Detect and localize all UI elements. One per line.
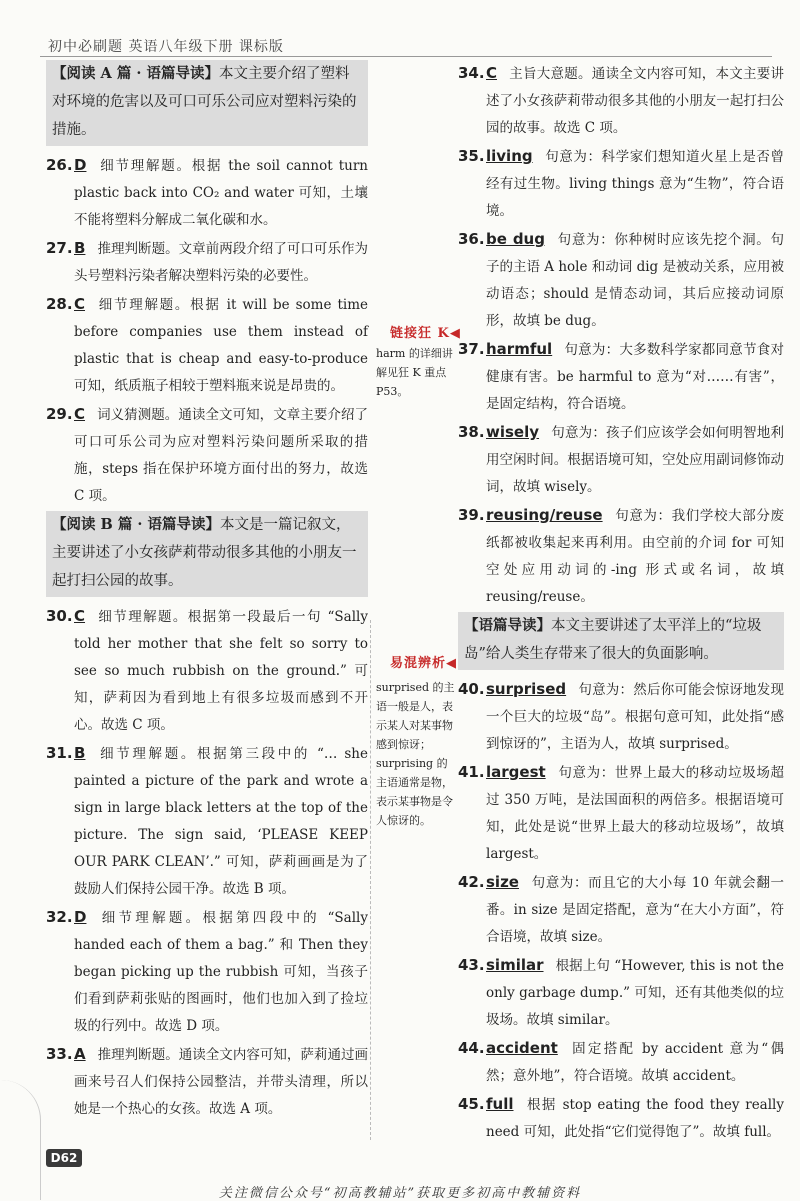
answer-item-29 [46, 401, 368, 510]
answer-item-33 [46, 1041, 368, 1123]
item-number: 40. [458, 680, 485, 698]
item-explanation: 根据 stop eating the food they really need 可知，此处指“它们觉得饱了”。故填 full。 [486, 1097, 784, 1140]
answer-item-32 [46, 904, 368, 1040]
answer-item-36 [458, 226, 784, 335]
item-number: 38. [458, 423, 485, 441]
answer-item-39 [458, 502, 784, 611]
item-answer: harmful [486, 340, 553, 358]
item-explanation: 细节理解题。根据第一段最后一句 “Sally told her mother that she felt so sorry to see so much rubbish on the ground.” 可知，萨莉因为看到地上有很多垃圾而感到不开心。故选 C 项。 [74, 609, 368, 733]
item-number: 26. [46, 156, 73, 174]
item-number: 27. [46, 239, 73, 257]
answer-item-27 [46, 235, 368, 290]
page-header: 初中必刷题 英语八年级下册 课标版 [48, 39, 284, 55]
margin-note-confusion-tag-text: 易混辨析 [390, 656, 447, 671]
margin-note-link-text: harm 的详细讲解见狂 K 重点 P53。 [376, 347, 453, 398]
arrow-icon: ◀ [449, 326, 461, 341]
item-number: 44. [458, 1039, 485, 1057]
reading-b-intro-text: 本文是一篇记叙文，主要讲述了小女孩萨莉带动很多其他的小朋友一起打扫公园的故事。 [52, 517, 357, 589]
answer-item-28 [46, 291, 368, 400]
item-explanation: 细节理解题。根据第四段中的 “Sally handed each of them a bag.” 和 Then they began picking up the rubbish 可知，当孩子们看到萨莉张贴的图画时，他们也加入到了捡垃圾的行列中。故选 D 项。 [74, 910, 368, 1034]
item-explanation: 句意为：你种树时应该先挖个洞。句子的主语 A hole 和动词 dig 是被动关系，应用被动语态；should 是情态动词，其后应接动词原形，故填 be dug。 [486, 232, 784, 329]
item-explanation: 句意为：我们学校大部分废纸都被收集起来再利用。由空前的介词 for 可知空处应用动词的-ing 形式或名词，故填 reusing/reuse。 [486, 508, 784, 605]
arrow-icon: ◀ [446, 656, 458, 671]
reading-a-intro-tag: 【阅读 A 篇 · 语篇导读】 [52, 65, 219, 82]
passage-intro-tag: 【语篇导读】 [464, 617, 551, 634]
answer-item-41 [458, 759, 784, 868]
item-number: 33. [46, 1045, 73, 1063]
item-answer: C [74, 295, 86, 313]
item-number: 41. [458, 763, 485, 781]
answer-item-26 [46, 152, 368, 234]
item-number: 34. [458, 64, 485, 82]
answer-item-38 [458, 419, 784, 501]
item-explanation: 词义猜测题。通读全文可知，文章主要介绍了可口可乐公司为应对塑料污染问题所采取的措施，steps 指在保护环境方面付出的努力，故选 C 项。 [74, 407, 368, 504]
item-answer: full [486, 1095, 514, 1113]
item-explanation: 句意为：然后你可能会惊讶地发现一个巨大的垃圾“岛”。根据句意可知，此处指“感到惊讶的”，主语为人，故填 surprised。 [486, 682, 784, 752]
item-explanation: 句意为：科学家们想知道火星上是否曾经有过生物。living things 意为“生物”，符合语境。 [486, 149, 784, 219]
item-answer: B [74, 239, 86, 257]
item-answer: be dug [486, 230, 545, 248]
item-number: 29. [46, 405, 73, 423]
answer-item-43 [458, 952, 784, 1034]
answer-item-42 [458, 869, 784, 951]
reading-a-intro [46, 60, 368, 146]
item-explanation: 细节理解题。根据 the soil cannot turn plastic back into CO₂ and water 可知，土壤不能将塑料分解成二氧化碳和水。 [74, 158, 368, 228]
answer-item-31 [46, 740, 368, 903]
item-answer: D [74, 908, 87, 926]
item-explanation: 句意为：而且它的大小每 10 年就会翻一番。in size 是固定搭配，意为“在大小方面”，符合语境，故填 size。 [486, 875, 784, 945]
item-answer: C [74, 405, 86, 423]
item-explanation: 推理判断题。文章前两段介绍了可口可乐作为头号塑料污染者解决塑料污染的必要性。 [74, 241, 368, 284]
right-column [458, 60, 784, 1147]
item-explanation: 句意为：世界上最大的移动垃圾场超过 350 万吨，是法国面积的两倍多。根据语境可知，此处是说“世界上最大的移动垃圾场”，故填 largest。 [486, 765, 784, 862]
item-number: 28. [46, 295, 73, 313]
item-answer: accident [486, 1039, 558, 1057]
item-explanation: 细节理解题。根据第三段中的 “… she painted a picture of the park and wrote a sign in large black letters at the top of the picture. The sign said, ‘PLEASE KEEP OUR PARK CLEAN’.” 可知，萨莉画画是为了鼓励人们保持公园干净。故选 B 项。 [74, 746, 368, 897]
item-answer: similar [486, 956, 544, 974]
answer-item-30 [46, 603, 368, 739]
item-answer: wisely [486, 423, 540, 441]
item-number: 31. [46, 744, 73, 762]
answer-item-37 [458, 336, 784, 418]
answer-item-34 [458, 60, 784, 142]
item-answer: reusing/reuse [486, 506, 603, 524]
margin-note-confusion-tag [390, 652, 457, 671]
answer-item-40 [458, 676, 784, 758]
item-explanation: 句意为：孩子们应该学会如何明智地利用空闲时间。根据语境可知，空处应用副词修饰动词，故填 wisely。 [486, 425, 784, 495]
margin-note-link-tag [390, 322, 461, 341]
item-explanation: 主旨大意题。通读全文内容可知，本文主要讲述了小女孩萨莉带动很多其他的小朋友一起打扫公园的故事。故选 C 项。 [486, 66, 784, 136]
item-number: 39. [458, 506, 485, 524]
item-answer: D [74, 156, 87, 174]
item-explanation: 细节理解题。根据 it will be some time before companies use them instead of plastic that is cheap and easy-to-produce 可知，纸质瓶子相较于塑料瓶来说是昂贵的。 [74, 297, 368, 394]
reading-a-intro-text: 本文主要介绍了塑料对环境的危害以及可口可乐公司应对塑料污染的措施。 [52, 66, 357, 138]
item-answer: living [486, 147, 533, 165]
item-explanation: 根据上句 “However, this is not the only garbage dump.” 可知，还有其他类似的垃圾场。故填 similar。 [486, 958, 784, 1028]
item-answer: largest [486, 763, 546, 781]
item-answer: C [486, 64, 498, 82]
margin-note-link-tag-text: 链接狂 K [390, 326, 450, 341]
item-number: 30. [46, 607, 73, 625]
footer-note: 关注微信公众号“初高教辅站”获取更多初高中教辅资料 [218, 1186, 582, 1201]
item-answer: A [74, 1045, 86, 1063]
item-number: 32. [46, 908, 73, 926]
passage-intro [458, 612, 784, 670]
item-number: 37. [458, 340, 485, 358]
left-column [46, 60, 368, 1124]
item-number: 43. [458, 956, 485, 974]
reading-b-intro [46, 511, 368, 597]
passage-intro-text: 本文主要讲述了太平洋上的“垃圾岛”给人类生存带来了很大的负面影响。 [464, 618, 762, 662]
answer-item-35 [458, 143, 784, 225]
item-answer: surprised [486, 680, 567, 698]
header-divider [40, 56, 772, 57]
answer-item-45 [458, 1091, 784, 1146]
answer-item-44 [458, 1035, 784, 1090]
item-explanation: 固定搭配 by accident 意为“偶然；意外地”，符合语境。故填 accident。 [486, 1041, 784, 1084]
page-number: D62 [46, 1149, 82, 1167]
item-explanation: 推理判断题。通读全文内容可知，萨莉通过画画来号召人们保持公园整洁，并带头清理，所以她是一个热心的女孩。故选 A 项。 [74, 1047, 368, 1117]
item-number: 35. [458, 147, 485, 165]
item-explanation: 句意为：大多数科学家都同意节食对健康有害。be harmful to 意为“对……有害”，是固定结构，符合语境。 [486, 342, 784, 412]
item-answer: B [74, 744, 86, 762]
item-number: 45. [458, 1095, 485, 1113]
margin-divider [370, 620, 371, 1140]
item-number: 36. [458, 230, 485, 248]
item-number: 42. [458, 873, 485, 891]
margin-note-confusion-text: surprised 的主语一般是人，表示某人对某事物感到惊讶；surprising 的主语通常是物，表示某事物是令人惊讶的。 [376, 681, 455, 827]
item-answer: size [486, 873, 519, 891]
reading-b-intro-tag: 【阅读 B 篇 · 语篇导读】 [52, 516, 220, 533]
item-answer: C [74, 607, 86, 625]
